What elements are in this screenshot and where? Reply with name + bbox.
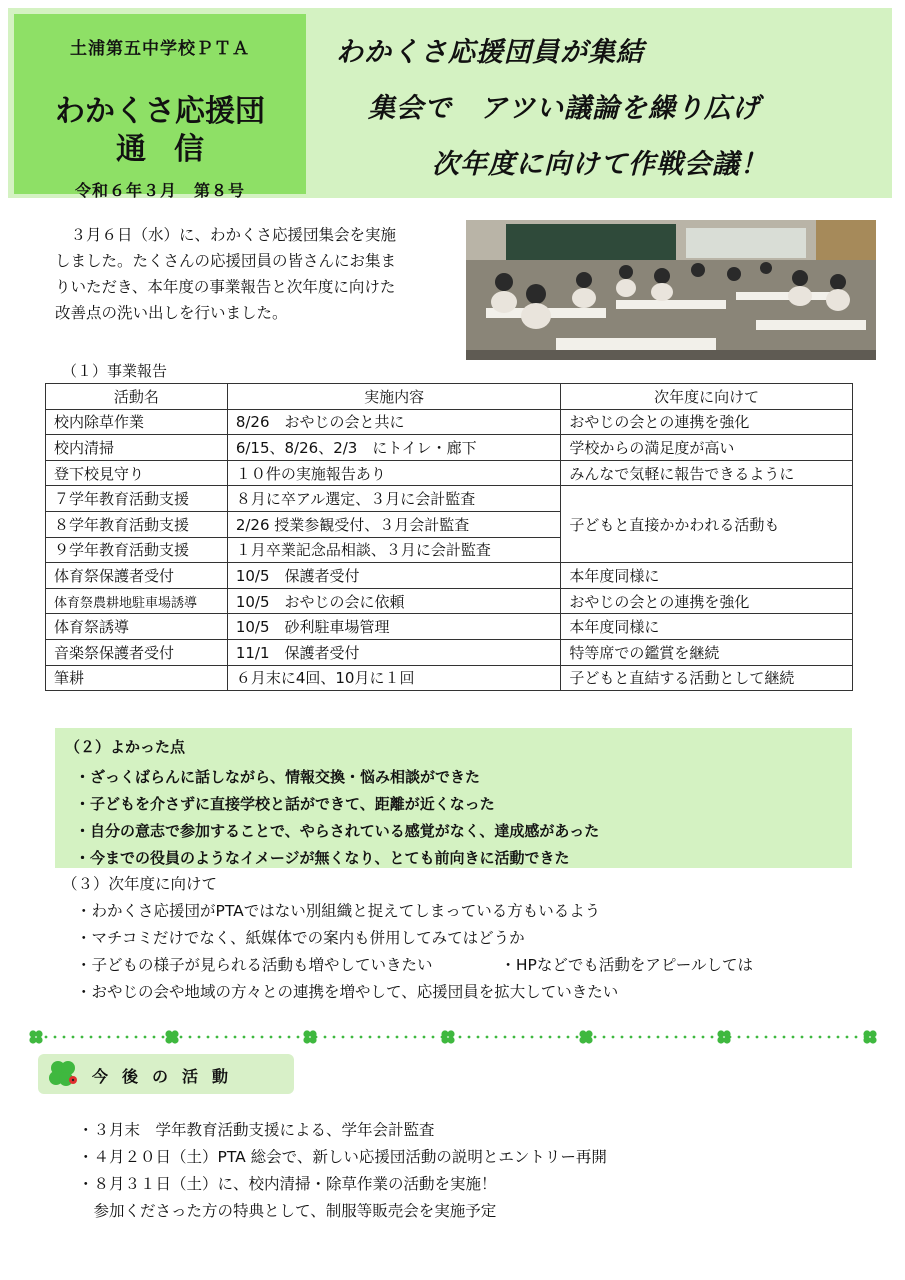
divider-dot	[189, 1036, 192, 1039]
cell-content: 11/1 保護者受付	[227, 639, 561, 665]
next-year-title: （３）次年度に向けて	[62, 875, 218, 893]
divider-dot	[648, 1036, 651, 1039]
header-next: 次年度に向けて	[561, 384, 853, 410]
table-header-row	[46, 384, 853, 410]
report-title: （１）事業報告	[62, 362, 168, 380]
divider-dot	[297, 1036, 300, 1039]
table-row	[46, 563, 853, 589]
divider-dot	[693, 1036, 696, 1039]
masthead	[14, 14, 306, 200]
divider-dot	[135, 1036, 138, 1039]
cell-activity: ９学年教育活動支援	[46, 537, 228, 563]
cell-content: 6/15、8/26、2/3 にトイレ・廊下	[227, 435, 561, 461]
table-row	[46, 639, 853, 665]
divider-dot	[63, 1036, 66, 1039]
cell-content: 8/26 おやじの会と共に	[227, 409, 561, 435]
header-activity: 活動名	[46, 384, 228, 410]
divider-dot	[666, 1036, 669, 1039]
divider-dot	[522, 1036, 525, 1039]
headline-1: わかくさ応援団員が集結	[336, 37, 644, 68]
table-row	[46, 588, 853, 614]
divider-dot	[468, 1036, 471, 1039]
list-item: 参加くださった方の特典として、制服等販売会を実施予定	[78, 1202, 497, 1220]
divider-dot	[675, 1036, 678, 1039]
cell-activity: 体育祭誘導	[46, 614, 228, 640]
divider-dot	[423, 1036, 426, 1039]
cell-activity: 音楽祭保護者受付	[46, 639, 228, 665]
divider-dot	[801, 1036, 804, 1039]
cell-next: 本年度同様に	[561, 563, 853, 589]
newsletter-subtitle: 通信	[116, 132, 232, 167]
divider-dot	[144, 1036, 147, 1039]
divider-dot	[792, 1036, 795, 1039]
clover-icon	[441, 1030, 454, 1043]
divider-dot	[288, 1036, 291, 1039]
table-row	[46, 665, 853, 691]
divider-dot	[270, 1036, 273, 1039]
cell-activity: ８学年教育活動支援	[46, 511, 228, 537]
good-points-box	[55, 728, 852, 868]
list-item: ・４月２０日（土）PTA 総会で、新しい応援団活動の説明とエントリー再開	[78, 1148, 607, 1166]
list-item: ・８月３１日（土）に、校内清掃・除草作業の活動を実施！	[78, 1175, 497, 1193]
divider-dot	[639, 1036, 642, 1039]
cell-content: 10/5 おやじの会に依頼	[227, 588, 561, 614]
headline-2: 集会で アツい議論を繰り広げ	[368, 93, 760, 124]
cell-activity: 体育祭保護者受付	[46, 563, 228, 589]
list-item: ・子どもの様子が見られる活動も増やしていきたい	[76, 956, 433, 974]
divider-dot	[855, 1036, 858, 1039]
intro-line: りいただき、本年度の事業報告と次年度に向けた	[55, 278, 396, 296]
divider-dot	[819, 1036, 822, 1039]
divider-dot	[72, 1036, 75, 1039]
cell-content: １月卒業記念品相談、３月に会計監査	[227, 537, 561, 563]
clover-icon	[717, 1030, 730, 1043]
divider-dot	[54, 1036, 57, 1039]
meeting-photo	[466, 220, 876, 360]
newsletter-name: わかくさ応援団	[55, 94, 265, 129]
cell-next: 子どもと直接かかわれる活動も	[561, 486, 853, 563]
divider-dot	[45, 1036, 48, 1039]
divider-dot	[513, 1036, 516, 1039]
divider-dot	[108, 1036, 111, 1039]
list-item: ・おやじの会や地域の方々との連携を増やして、応援団員を拡大していきたい	[76, 983, 619, 1001]
header-content: 実施内容	[227, 384, 561, 410]
cell-next: みんなで気軽に報告できるように	[561, 460, 853, 486]
divider-dot	[837, 1036, 840, 1039]
intro-line: ３月６日（水）に、わかくさ応援団集会を実施	[55, 226, 397, 244]
divider-dot	[243, 1036, 246, 1039]
cell-next: 特等席での鑑賞を継続	[561, 639, 853, 665]
divider-dot	[657, 1036, 660, 1039]
table-row	[46, 409, 853, 435]
divider-dot	[414, 1036, 417, 1039]
divider-dot	[117, 1036, 120, 1039]
list-item: ・３月末 学年教育活動支援による、学年会計監査	[78, 1121, 435, 1139]
divider-dot	[180, 1036, 183, 1039]
divider-dot	[279, 1036, 282, 1039]
divider-dot	[216, 1036, 219, 1039]
divider-dot	[99, 1036, 102, 1039]
future-activities-list	[78, 1117, 607, 1225]
divider-dot	[738, 1036, 741, 1039]
list-item: ・わかくさ応援団がPTAではない別組織と捉えてしまっている方もいるよう	[76, 902, 601, 920]
cell-next: 学校からの満足度が高い	[561, 435, 853, 461]
list-item: ・今までの役員のようなイメージが無くなり、とても前向きに活動できた	[75, 849, 570, 867]
clover-icon	[29, 1030, 42, 1043]
cell-content: 10/5 砂利駐車場管理	[227, 614, 561, 640]
divider-dot	[621, 1036, 624, 1039]
cell-content: ８月に卒アル選定、３月に会計監査	[227, 486, 561, 512]
divider-dot	[369, 1036, 372, 1039]
intro-line: しました。たくさんの応援団員の皆さんにお集ま	[55, 252, 397, 270]
list-item: ・ざっくばらんに話しながら、情報交換・悩み相談ができた	[75, 768, 481, 786]
divider-dot	[360, 1036, 363, 1039]
list-item: ・自分の意志で参加することで、やらされている感覚がなく、達成感があった	[75, 822, 600, 840]
cell-activity: 筆耕	[46, 665, 228, 691]
list-item: ・子どもを介さずに直接学校と話ができて、距離が近くなった	[75, 795, 495, 813]
cell-next: おやじの会との連携を強化	[561, 588, 853, 614]
cell-activity: 校内除草作業	[46, 409, 228, 435]
issue-number: 令和６年３月 第８号	[74, 181, 245, 200]
cell-next: 本年度同様に	[561, 614, 853, 640]
divider-dot	[603, 1036, 606, 1039]
divider-dot	[495, 1036, 498, 1039]
table-row	[46, 435, 853, 461]
divider-dot	[333, 1036, 336, 1039]
headline-3: 次年度に向けて作戦会議！	[432, 149, 768, 180]
divider-dot	[126, 1036, 129, 1039]
divider-dot	[756, 1036, 759, 1039]
cell-content: １０件の実施報告あり	[227, 460, 561, 486]
good-points-list	[75, 764, 599, 872]
divider-dot	[549, 1036, 552, 1039]
divider-dot	[162, 1036, 165, 1039]
divider-dot	[576, 1036, 579, 1039]
cell-content: 2/26 授業参観受付、３月会計監査	[227, 511, 561, 537]
divider-dot	[261, 1036, 264, 1039]
clover-icon	[303, 1030, 316, 1043]
divider-dot	[774, 1036, 777, 1039]
clover-icon	[863, 1030, 876, 1043]
divider-dot	[612, 1036, 615, 1039]
list-item: ・マチコミだけでなく、紙媒体での案内も併用してみてはどうか	[76, 929, 525, 947]
divider-dot	[432, 1036, 435, 1039]
divider-dot	[558, 1036, 561, 1039]
divider-dot	[486, 1036, 489, 1039]
divider-dot	[702, 1036, 705, 1039]
list-item: ・HPなどでも活動をアピールしては	[500, 956, 753, 974]
divider-dot	[234, 1036, 237, 1039]
divider-dot	[351, 1036, 354, 1039]
divider-dot	[531, 1036, 534, 1039]
divider-dot	[387, 1036, 390, 1039]
divider-dot	[90, 1036, 93, 1039]
divider-dot	[810, 1036, 813, 1039]
divider-dot	[459, 1036, 462, 1039]
divider-dot	[324, 1036, 327, 1039]
divider-dot	[594, 1036, 597, 1039]
table-row	[46, 614, 853, 640]
divider-dot	[252, 1036, 255, 1039]
cell-activity: 体育祭農耕地駐車場誘導	[46, 588, 228, 614]
divider-dot	[405, 1036, 408, 1039]
divider-dot	[81, 1036, 84, 1039]
divider-dot	[477, 1036, 480, 1039]
cell-content: ６月末に4回、10月に１回	[227, 665, 561, 691]
divider-dot	[207, 1036, 210, 1039]
divider-dot	[684, 1036, 687, 1039]
intro-line: 改善点の洗い出しを行いました。	[55, 304, 288, 322]
list-item-row	[76, 952, 753, 979]
cell-activity: ７学年教育活動支援	[46, 486, 228, 512]
cell-activity: 登下校見守り	[46, 460, 228, 486]
divider-dot	[783, 1036, 786, 1039]
future-activities-label	[38, 1054, 294, 1094]
divider-dot	[846, 1036, 849, 1039]
divider-dot	[630, 1036, 633, 1039]
divider-dot	[540, 1036, 543, 1039]
cell-content: 10/5 保護者受付	[227, 563, 561, 589]
divider-dot	[198, 1036, 201, 1039]
divider-dot	[567, 1036, 570, 1039]
school-name: 土浦第五中学校ＰＴＡ	[70, 39, 250, 59]
cell-next: おやじの会との連携を強化	[561, 409, 853, 435]
clover-icon	[46, 1058, 82, 1090]
divider-dot	[828, 1036, 831, 1039]
divider-dot	[342, 1036, 345, 1039]
next-year-list	[76, 898, 753, 1006]
clover-divider	[28, 1028, 880, 1046]
future-activities-title: 今後の活動	[92, 1067, 243, 1086]
divider-dot	[747, 1036, 750, 1039]
divider-dot	[225, 1036, 228, 1039]
divider-dot	[765, 1036, 768, 1039]
divider-dot	[504, 1036, 507, 1039]
cell-activity: 校内清掃	[46, 435, 228, 461]
divider-dot	[711, 1036, 714, 1039]
divider-dot	[396, 1036, 399, 1039]
table-row	[46, 460, 853, 486]
table-row	[46, 486, 853, 512]
report-table	[45, 383, 853, 691]
cell-next: 子どもと直結する活動として継続	[561, 665, 853, 691]
intro-paragraph	[55, 222, 450, 326]
good-points-title: （２）よかった点	[65, 738, 186, 756]
divider-dot	[153, 1036, 156, 1039]
divider-dot	[378, 1036, 381, 1039]
